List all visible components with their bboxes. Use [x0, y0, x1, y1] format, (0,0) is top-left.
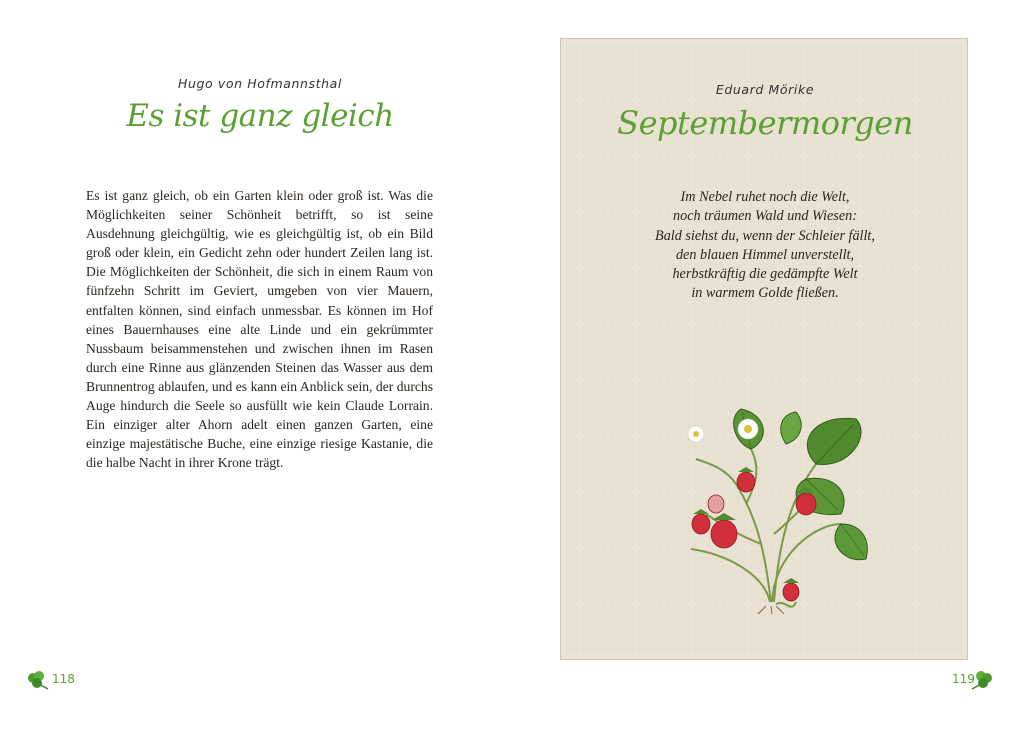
poem-line: in warmem Golde fließen. [691, 285, 839, 302]
page-number-left: 118 [52, 672, 75, 686]
left-author: Hugo von Hofmannsthal [177, 76, 343, 91]
poem-line: noch träumen Wald und Wiesen: [673, 208, 857, 225]
strawberry-plant-illustration [666, 374, 876, 614]
clover-icon [24, 669, 50, 691]
poem-line: Bald siehst du, wenn der Schleier fällt, [655, 227, 875, 244]
right-author: Eduard Mörike [715, 82, 815, 97]
page-number-right: 119 [952, 672, 975, 686]
poem-line: den blauen Himmel unverstellt, [675, 246, 855, 263]
poem-line: herbstkräftig die gedämpfte Welt [672, 266, 858, 283]
clover-icon [970, 669, 996, 691]
card-paper [566, 44, 962, 654]
right-page-card [560, 38, 968, 660]
poem-line: Im Nebel ruhet noch die Welt, [680, 189, 850, 205]
left-body-text: Es ist ganz gleich, ob ein Garten klein oder groß ist. Was die Möglichkeiten seiner Schönheit betrifft, so ist seine Ausdehnung gleichgültig, wie es gleichgültig ist, ob ein Bild groß oder klein, ein Gedicht zehn oder hundert Zeilen lang ist. Die Möglichkeiten der Schönheit, die sich in einem Raum von fünfzehn Schritt im Geviert, umgeben von vier Mauern, entfalten können, sind einfach unmessbar. Es können im Hof eines Bauernhauses eine alte Linde und ein gekrümmter Nussbaum beisammenstehen und zwischen ihnen im Rasen durch eine Rinne aus glänzenden Steinen das Wasser aus dem Brunnentrog ablaufen, und es kann ein Anblick sein, der durchs Auge hindurch die Seele so ausfüllt wie kein Claude Lorrain. Ein einziger alter Ahorn adelt einen ganzen Garten, eine einzige majestätische Buche, eine einzige riesige Kastanie, die die halbe Nacht in ihrer Krone trägt. [86, 188, 433, 471]
right-title: Septembermorgen [617, 104, 913, 142]
poem [566, 188, 964, 304]
left-title: Es ist ganz gleich [126, 98, 394, 134]
